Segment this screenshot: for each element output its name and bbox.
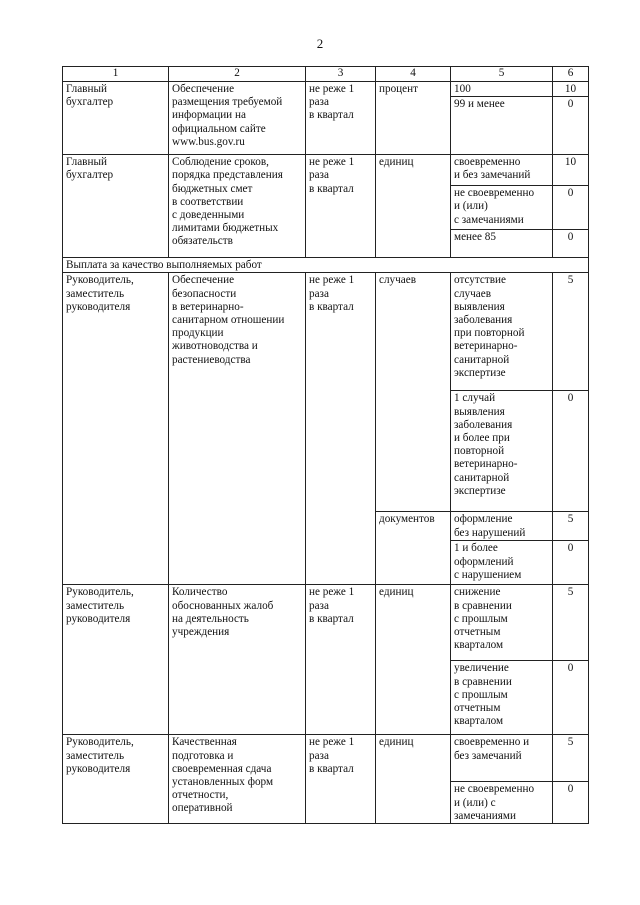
unit-cell: документов <box>376 512 451 585</box>
score-cell: 0 <box>553 391 589 512</box>
periodicity-cell: не реже 1 раза в квартал <box>306 735 376 824</box>
score-cell: 0 <box>553 782 589 824</box>
unit-cell: единиц <box>376 155 451 258</box>
score-cell: 5 <box>553 273 589 391</box>
table-row <box>63 155 589 186</box>
score-cell: 5 <box>553 585 589 661</box>
position-cell: Главный бухгалтер <box>63 82 169 155</box>
criterion-cell: отсутствие случаев выявления заболевания при повторной ветеринарно- санитарной экспертизе <box>451 273 553 391</box>
position-cell: Руководитель, заместитель руководителя <box>63 735 169 824</box>
indicators-table <box>62 66 589 824</box>
score-cell: 5 <box>553 512 589 541</box>
position-cell: Главный бухгалтер <box>63 155 169 258</box>
indicator-cell: Обеспечение безопасности в ветеринарно- санитарном отношении продукции животноводства и растениеводства <box>169 273 306 585</box>
column-number: 2 <box>169 67 306 82</box>
page-number: 2 <box>316 36 324 51</box>
column-number: 4 <box>376 67 451 82</box>
indicator-cell: Обеспечение размещения требуемой информации на официальном сайте www.bus.gov.ru <box>169 82 306 155</box>
score-cell: 0 <box>553 186 589 230</box>
column-number: 6 <box>553 67 589 82</box>
periodicity-cell: не реже 1 раза в квартал <box>306 82 376 155</box>
score-cell: 0 <box>553 661 589 735</box>
position-cell: Руководитель, заместитель руководителя <box>63 273 169 585</box>
section-row <box>63 258 589 273</box>
column-number: 1 <box>63 67 169 82</box>
periodicity-cell: не реже 1 раза в квартал <box>306 585 376 735</box>
indicator-cell: Количество обоснованных жалоб на деятельность учреждения <box>169 585 306 735</box>
table-row <box>63 585 589 661</box>
unit-cell: единиц <box>376 585 451 735</box>
column-number: 5 <box>451 67 553 82</box>
column-number-row <box>63 67 589 82</box>
score-cell: 0 <box>553 230 589 258</box>
score-cell: 5 <box>553 735 589 782</box>
criterion-cell: 100 <box>451 82 553 97</box>
score-cell: 10 <box>553 82 589 97</box>
criterion-cell: не своевременно и (или) с замечаниями <box>451 186 553 230</box>
section-title: Выплата за качество выполняемых работ <box>63 258 589 273</box>
criterion-cell: менее 85 <box>451 230 553 258</box>
table-row <box>63 82 589 97</box>
criterion-cell: 1 и более оформлений с нарушением <box>451 541 553 585</box>
periodicity-cell: не реже 1 раза в квартал <box>306 155 376 258</box>
position-cell: Руководитель, заместитель руководителя <box>63 585 169 735</box>
unit-cell: единиц <box>376 735 451 824</box>
criterion-cell: не своевременно и (или) с замечаниями <box>451 782 553 824</box>
periodicity-cell: не реже 1 раза в квартал <box>306 273 376 585</box>
score-cell: 10 <box>553 155 589 186</box>
criterion-cell: 99 и менее <box>451 97 553 155</box>
criterion-cell: снижение в сравнении с прошлым отчетным кварталом <box>451 585 553 661</box>
table-row <box>63 735 589 782</box>
indicator-cell: Соблюдение сроков, порядка представления бюджетных смет в соответствии с доведенными лимитами бюджетных обязательств <box>169 155 306 258</box>
score-cell: 0 <box>553 97 589 155</box>
criterion-cell: оформление без нарушений <box>451 512 553 541</box>
unit-cell: процент <box>376 82 451 155</box>
criterion-cell: увеличение в сравнении с прошлым отчетным кварталом <box>451 661 553 735</box>
table-row <box>63 273 589 391</box>
indicator-cell: Качественная подготовка и своевременная сдача установленных форм отчетности, оперативной <box>169 735 306 824</box>
criterion-cell: своевременно и без замечаний <box>451 155 553 186</box>
column-number: 3 <box>306 67 376 82</box>
score-cell: 0 <box>553 541 589 585</box>
criterion-cell: 1 случай выявления заболевания и более при повторной ветеринарно- санитарной экспертизе <box>451 391 553 512</box>
criterion-cell: своевременно и без замечаний <box>451 735 553 782</box>
unit-cell: случаев <box>376 273 451 512</box>
